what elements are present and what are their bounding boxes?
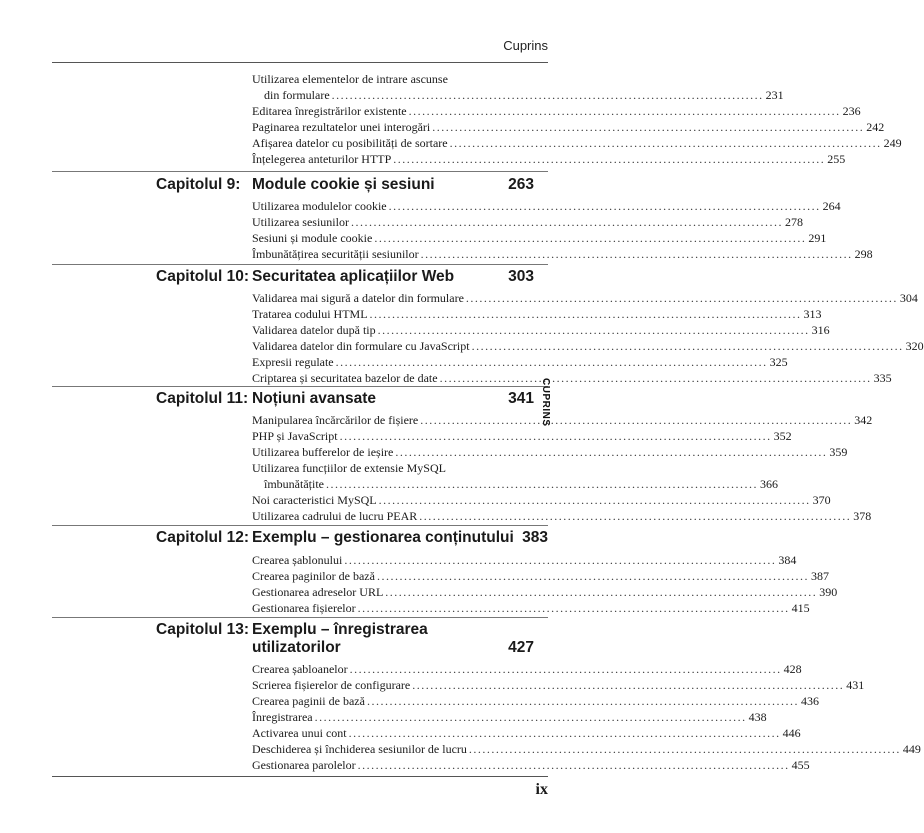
chapter-page: 263 <box>508 176 534 193</box>
toc-entry[interactable]: Crearea paginilor de bază ..... 387 <box>252 568 534 584</box>
toc-entry[interactable]: Îmbunătățirea securității sesiunilor ..... 298 <box>252 246 534 262</box>
toc-entry[interactable]: Utilizarea bufferelor de ieșire ..... 359 <box>252 444 534 460</box>
toc-entry[interactable]: Gestionarea parolelor ..... 455 <box>252 757 534 773</box>
toc-entry[interactable]: Crearea șabloanelor ..... 428 <box>252 661 534 677</box>
toc-entry[interactable]: Utilizarea cadrului de lucru PEAR ..... 378 <box>252 508 534 524</box>
chapter-page: 383 <box>522 529 548 546</box>
page-number: ix <box>535 781 548 798</box>
toc-entry[interactable]: Înțelegerea anteturilor HTTP ..... 255 <box>252 151 534 167</box>
toc-entry[interactable]: Gestionarea adreselor URL ..... 390 <box>252 584 534 600</box>
footer-rule <box>52 776 548 777</box>
section-side-tab: CUPRINS <box>540 378 551 427</box>
toc-entry[interactable]: Manipularea încărcărilor de fișiere ..... 342 <box>252 412 534 428</box>
chapter-rule <box>52 617 548 618</box>
toc-entry[interactable]: Utilizarea elementelor de intrare ascunse din formulare ..... 231 <box>252 71 534 103</box>
toc-entry[interactable]: Paginarea rezultatelor unei interogări ..... 242 <box>252 119 534 135</box>
header-rule <box>52 62 548 63</box>
toc-entry[interactable]: Scrierea fișierelor de configurare ..... 431 <box>252 677 534 693</box>
toc-entry[interactable]: Sesiuni și module cookie ..... 291 <box>252 230 534 246</box>
toc-entry[interactable]: Validarea datelor din formulare cu JavaScript ..... 320 <box>252 338 534 354</box>
chapter-label: Capitolul 11: <box>156 390 249 407</box>
chapter-label: Capitolul 13: <box>156 621 250 638</box>
chapter-label: Capitolul 12: <box>156 529 250 546</box>
chapter-rule <box>52 171 548 172</box>
toc-entry[interactable]: Noi caracteristici MySQL ..... 370 <box>252 492 534 508</box>
toc-entry[interactable]: Utilizarea modulelor cookie ..... 264 <box>252 198 534 214</box>
toc-entry[interactable]: Utilizarea funcțiilor de extensie MySQL îmbunătățite ..... 366 <box>252 460 534 492</box>
chapter-rule <box>52 386 548 387</box>
toc-entry[interactable]: Înregistrarea ..... 438 <box>252 709 534 725</box>
toc-entry[interactable]: Validarea datelor după tip ..... 316 <box>252 322 534 338</box>
toc-entry[interactable]: Tratarea codului HTML ..... 313 <box>252 306 534 322</box>
chapter-title[interactable]: Exemplu – gestionarea conținutului <box>252 529 514 546</box>
chapter-title[interactable]: Noțiuni avansate <box>252 390 377 407</box>
toc-entry[interactable]: Gestionarea fișierelor ..... 415 <box>252 600 534 616</box>
toc-entry[interactable]: Expresii regulate ..... 325 <box>252 354 534 370</box>
toc-entry[interactable]: Deschiderea și închiderea sesiunilor de lucru ..... 449 <box>252 741 534 757</box>
chapter-rule <box>52 264 548 265</box>
toc-entry[interactable]: Afișarea datelor cu posibilități de sortare ..... 249 <box>252 135 534 151</box>
toc-entry[interactable]: Validarea mai sigură a datelor din formulare ..... 304 <box>252 290 534 306</box>
running-head: Cuprins <box>503 38 548 53</box>
toc-entry[interactable]: Crearea paginii de bază ..... 436 <box>252 693 534 709</box>
chapter-page: 303 <box>508 268 534 285</box>
toc-entry[interactable]: PHP și JavaScript ..... 352 <box>252 428 534 444</box>
toc-entry[interactable]: Activarea unui cont ..... 446 <box>252 725 534 741</box>
chapter-title[interactable]: Securitatea aplicațiilor Web <box>252 268 455 285</box>
toc-entry[interactable]: Utilizarea sesiunilor ..... 278 <box>252 214 534 230</box>
toc-entry[interactable]: Criptarea și securitatea bazelor de date ..... 335 <box>252 370 534 386</box>
chapter-title[interactable]: Exemplu – înregistrarea utilizatorilor <box>252 621 428 656</box>
chapter-page: 427 <box>508 639 534 656</box>
chapter-page: 341 <box>508 390 534 407</box>
toc-entry[interactable]: Crearea șablonului ..... 384 <box>252 552 534 568</box>
toc-entry[interactable]: Editarea înregistrărilor existente ..... 236 <box>252 103 534 119</box>
chapter-label: Capitolul 10: <box>156 268 250 285</box>
chapter-title[interactable]: Module cookie și sesiuni <box>252 176 435 193</box>
chapter-rule <box>52 525 548 526</box>
chapter-label: Capitolul 9: <box>156 176 241 193</box>
